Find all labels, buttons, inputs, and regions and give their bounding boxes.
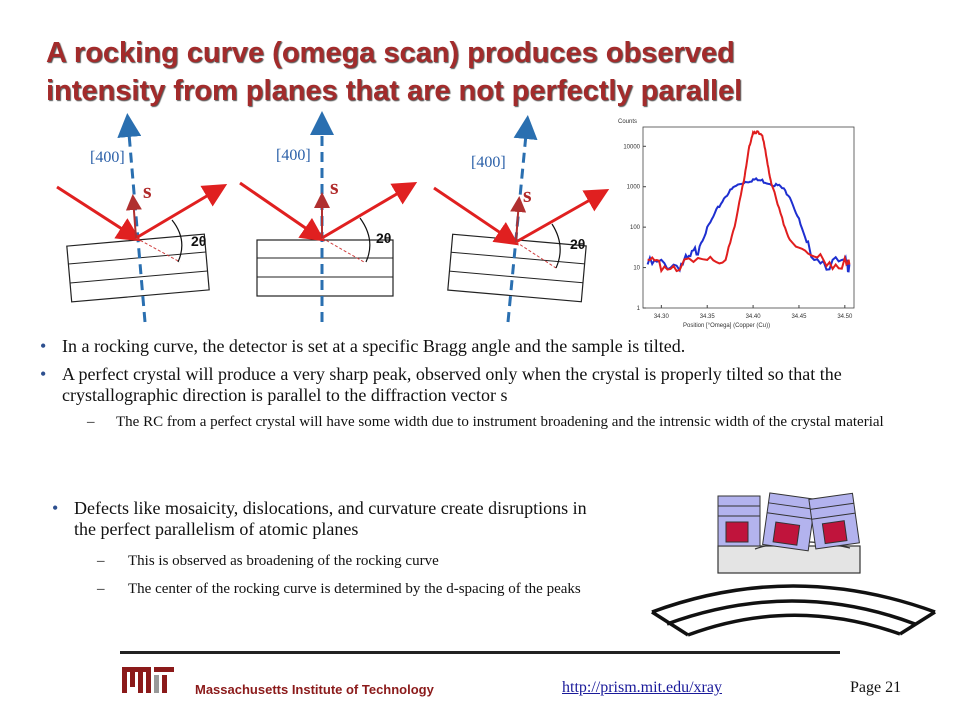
- chart-xlabel: Position [°Omega] (Copper (Cu)): [683, 323, 771, 329]
- institution-name: Massachusetts Institute of Technology: [195, 682, 434, 697]
- slide-title-line-2: intensity from planes that are not perfectly parallel: [46, 75, 743, 107]
- sub-bullet-item-3: – The center of the rocking curve is determined by the d-spacing of the peaks: [50, 580, 610, 598]
- mosaic-crystal-illustration: [718, 493, 860, 573]
- substrate-block: [718, 546, 860, 573]
- mit-logo: [122, 667, 182, 695]
- footer-url-link[interactable]: http://prism.mit.edu/xray: [562, 679, 722, 696]
- bullet-item-3: • Defects like mosaicity, dislocations, and curvature create disruptions in the perfect parallelism of atomic planes: [50, 498, 610, 540]
- two-theta-label-3: 2θ: [570, 236, 586, 252]
- y-tick-label: 1000: [626, 184, 640, 191]
- crystal-slab-1: [67, 234, 209, 302]
- bullet-item-1: • In a rocking curve, the detector is set at a specific Bragg angle and the sample is tilted.: [38, 336, 918, 357]
- rocking-curve-chart: [618, 119, 854, 329]
- vector-s-label-2: s: [330, 174, 339, 199]
- two-theta-label-1: 2θ: [191, 233, 207, 249]
- footer-divider: [120, 651, 840, 654]
- vector-s-label-1: s: [143, 178, 152, 203]
- two-theta-label-2: 2θ: [376, 230, 392, 246]
- diffraction-diagram-3: [434, 124, 604, 322]
- slide-title-line-1: A rocking curve (omega scan) produces observed: [46, 37, 735, 69]
- x-tick-label: 34.50: [837, 314, 853, 320]
- x-tick-label: 34.45: [791, 314, 807, 320]
- x-tick-label: 34.30: [653, 314, 669, 320]
- y-tick-label: 1: [636, 306, 640, 312]
- crystal-slab-2: [257, 240, 393, 296]
- y-tick-label: 10: [633, 265, 640, 272]
- mosaic-grain-2: [763, 493, 816, 551]
- diffraction-diagram-1: [57, 122, 222, 322]
- bullet-list-2: [50, 498, 610, 604]
- direction-label-3: [400]: [471, 154, 506, 171]
- y-tick-label: 100: [629, 225, 640, 232]
- direction-label-1: [400]: [90, 149, 125, 166]
- page-number: Page 21: [850, 679, 902, 696]
- crystal-slab-3: [448, 234, 586, 301]
- y-tick-label: 10000: [623, 144, 640, 151]
- diffraction-diagram-2: [240, 120, 412, 322]
- direction-label-2: [400]: [276, 147, 311, 164]
- chart-ylabel: Counts: [618, 119, 638, 125]
- x-tick-label: 34.35: [699, 314, 715, 320]
- x-tick-label: 34.40: [745, 314, 761, 320]
- mosaic-grain-3: [809, 493, 860, 549]
- vector-s-label-3: s: [523, 182, 532, 207]
- y-ticks: [623, 144, 646, 312]
- mosaic-grain-1: [718, 496, 760, 546]
- curved-planes-illustration: [652, 586, 935, 635]
- sub-bullet-item-2: – This is observed as broadening of the rocking curve: [50, 552, 610, 570]
- bullet-item-2: • A perfect crystal will produce a very sharp peak, observed only when the crystal is properly tilted so that the crystallographic direction is parallel to the diffraction vector s: [38, 364, 918, 406]
- sub-bullet-item-1: – The RC from a perfect crystal will have some width due to instrument broadening and the intrensic width of the crystal material: [38, 413, 918, 431]
- bullet-list-1: [38, 336, 918, 437]
